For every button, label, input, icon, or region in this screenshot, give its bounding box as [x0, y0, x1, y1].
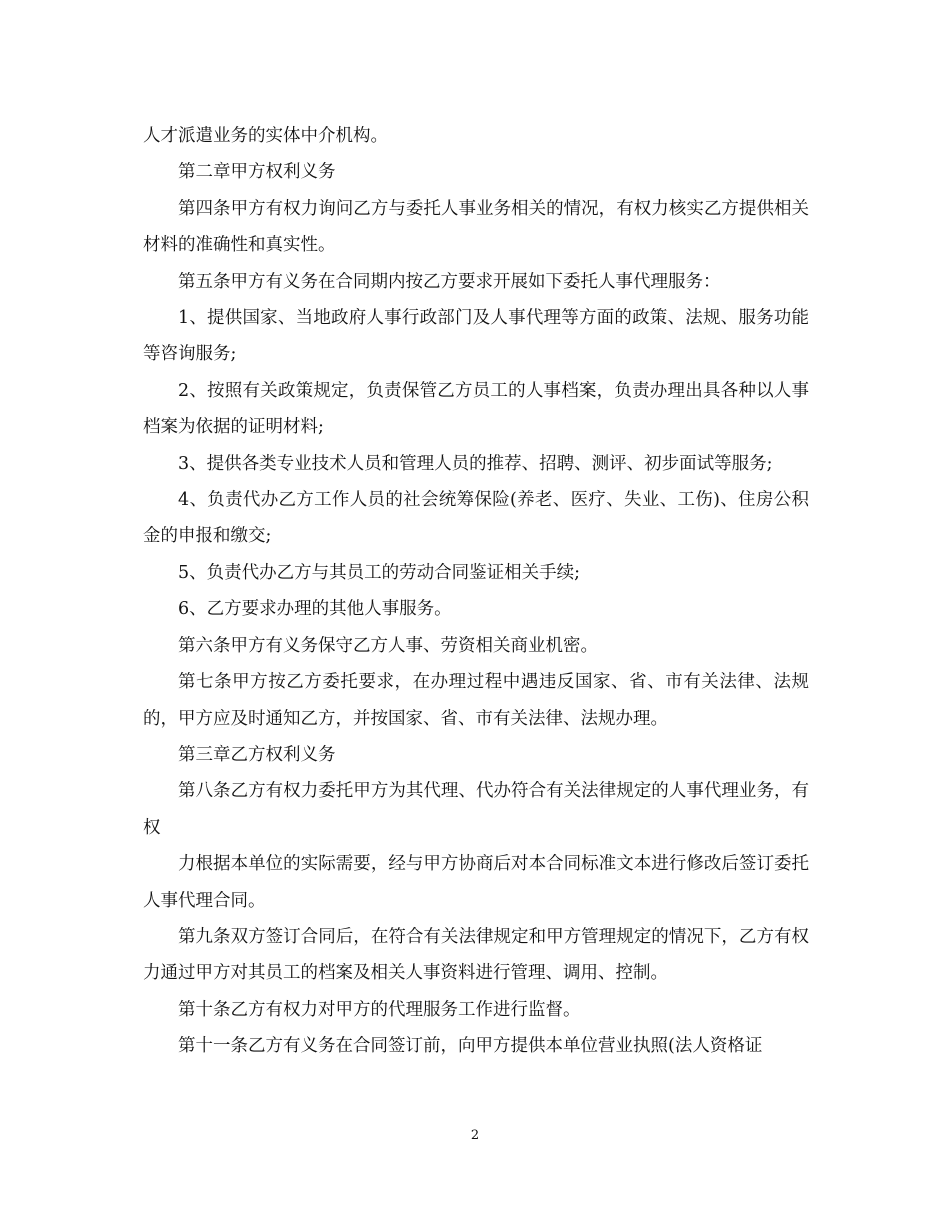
list-item-4: 4、负责代办乙方工作人员的社会统筹保险(养老、医疗、失业、工伤)、住房公积金的申报和缴交;: [143, 490, 809, 547]
article-8-continued: 力根据本单位的实际需要，经与甲方协商后对本合同标准文本进行修改后签订委托人事代理合同。: [143, 854, 809, 911]
article-9: 第九条双方签订合同后，在符合有关法律规定和甲方管理规定的情况下，乙方有权力通过甲方对其员工的档案及相关人事资料进行管理、调用、控制。: [143, 926, 809, 984]
list-item-3: 3、提供各类专业技术人员和管理人员的推荐、招聘、测评、初步面试等服务;: [178, 453, 773, 474]
article-7: 第七条甲方按乙方委托要求，在办理过程中遇违反国家、省、市有关法律、法规的，甲方应及时通知乙方，并按国家、省、市有关法律、法规办理。: [143, 672, 809, 729]
list-item-2: 2、按照有关政策规定，负责保管乙方员工的人事档案，负责办理出具各种以人事档案为依据的证明材料;: [143, 380, 809, 438]
article-10: 第十条乙方有权力对甲方的代理服务工作进行监督。: [178, 999, 581, 1020]
chapter-3-heading: 第三章乙方权利义务: [178, 744, 336, 765]
article-5: 第五条甲方有义务在合同期内按乙方要求开展如下委托人事代理服务：: [178, 271, 721, 292]
article-4: 第四条甲方有权力询问乙方与委托人事业务相关的情况，有权力核实乙方提供相关材料的准确性和真实性。: [143, 198, 809, 256]
chapter-2-heading: 第二章甲方权利义务: [178, 162, 336, 183]
article-8: 第八条乙方有权力委托甲方为其代理、代办符合有关法律规定的人事代理业务，有权: [143, 781, 809, 838]
list-item-5: 5、负责代办乙方与其员工的劳动合同鉴证相关手续;: [178, 562, 581, 583]
article-6: 第六条甲方有义务保守乙方人事、劳资相关商业机密。: [178, 635, 598, 656]
paragraph-1: 人才派遣业务的实体中介机构。: [143, 126, 388, 146]
document-body: [143, 118, 809, 1065]
list-item-1: 1、提供国家、当地政府人事行政部门及人事代理等方面的政策、法规、服务功能等咨询服务;: [143, 308, 809, 365]
list-item-6: 6、乙方要求办理的其他人事服务。: [178, 599, 452, 620]
article-11: 第十一条乙方有义务在合同签订前，向甲方提供本单位营业执照(法人资格证: [178, 1036, 763, 1057]
page-number: 2: [470, 1128, 480, 1143]
